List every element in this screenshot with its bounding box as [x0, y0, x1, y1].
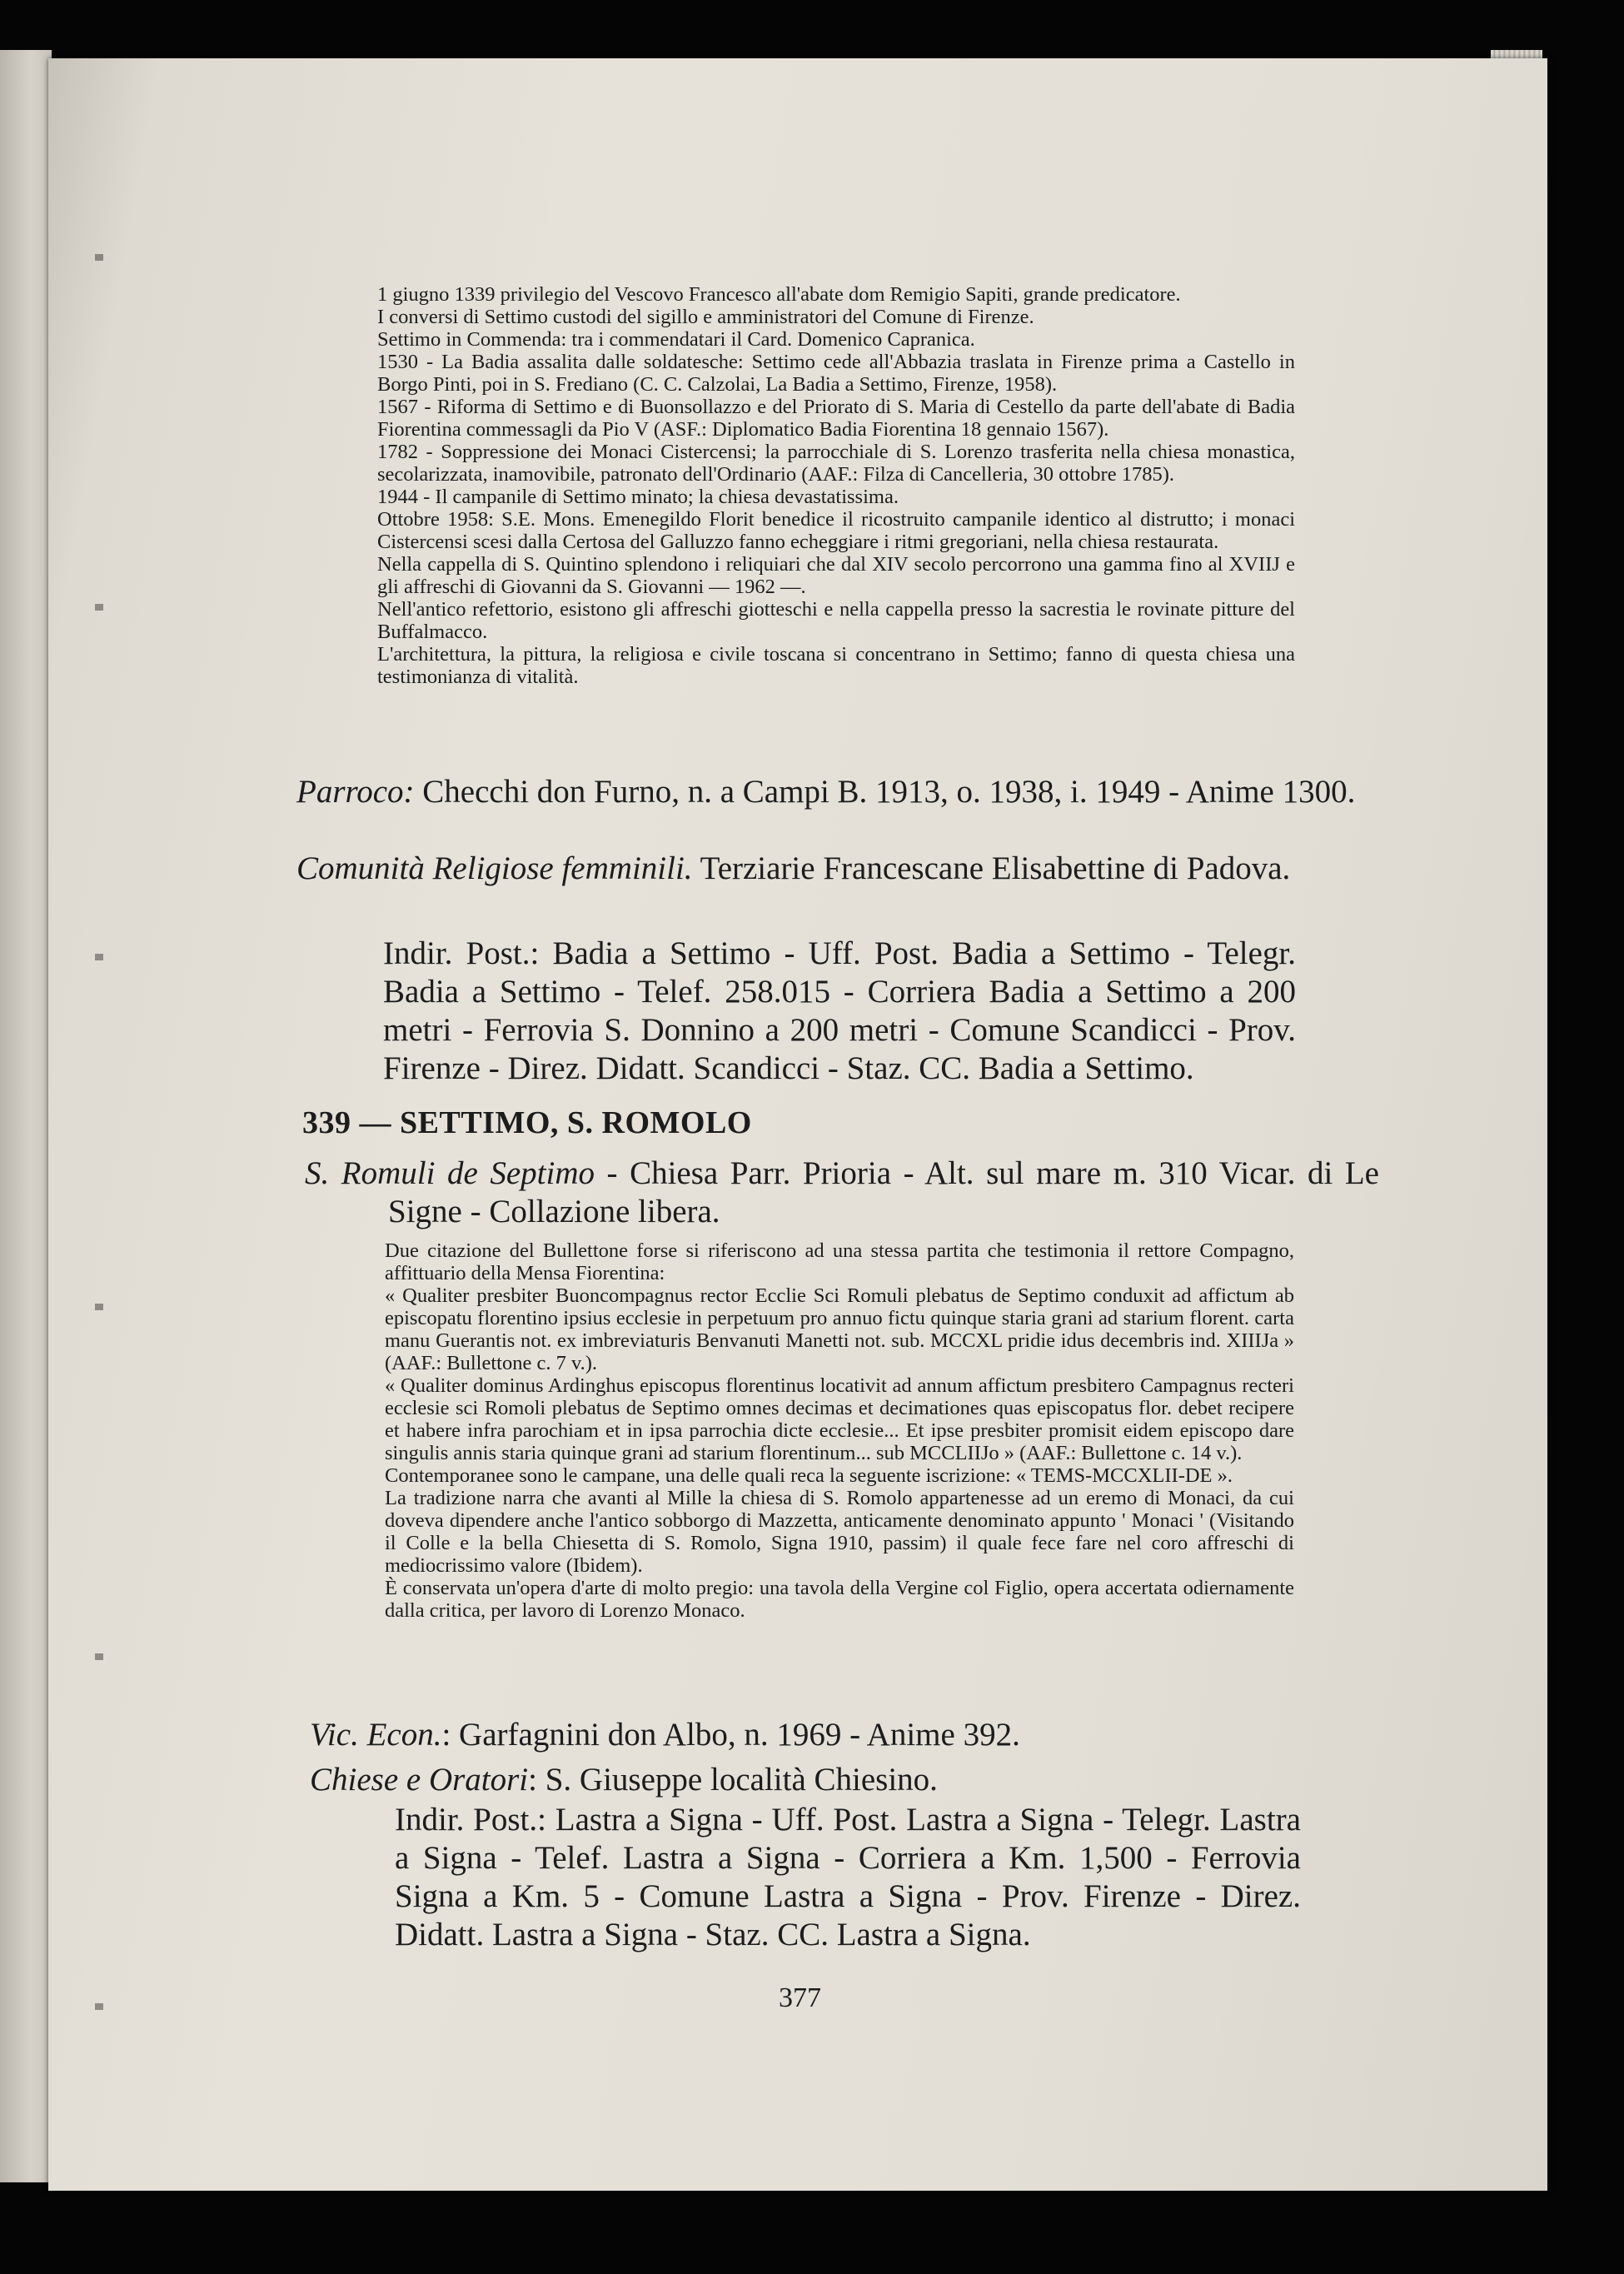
romolo-note: Due citazione del Bullettone forse si riferiscono ad una stessa partita che testimonia il rettore Compagno, affittuario della Mensa Fiorentina:	[385, 1239, 1294, 1284]
address-block-badia	[383, 935, 1296, 1088]
comunita-label: Comunità Religiose femminili.	[296, 850, 693, 886]
parroco-entry	[296, 773, 1379, 811]
parroco-text: Checchi don Furno, n. a Campi B. 1913, o. 1938, i. 1949 - Anime 1300.	[422, 774, 1356, 810]
romolo-note: Contemporanee sono le campane, una delle quali reca la seguente iscrizione: « TEMS-MCCXLII-DE ».	[385, 1464, 1233, 1487]
history-line: Nella cappella di S. Quintino splendono i reliquiari che dal XIV secolo percorrono una gamma fino al XVIIJ e gli affreschi di Giovanni da S. Giovanni — 1962 —.	[377, 553, 1295, 598]
previous-page-edge	[0, 50, 52, 2182]
history-line: 1530 - La Badia assalita dalle soldatesche: Settimo cede all'Abbazia traslata in Firenze prima a Castello in Borgo Pinti, poi in S. Frediano (C. C. Calzolai, La Badia a Settimo, Firenze, 1958).	[377, 351, 1295, 396]
history-line: 1 giugno 1339 privilegio del Vescovo Francesco all'abate dom Remigio Sapiti, grande predicatore.	[377, 283, 1181, 306]
vic-econ-entry	[310, 1716, 1301, 1754]
history-line: 1567 - Riforma di Settimo e di Buonsollazzo e del Priorato di S. Maria di Cestello da parte dell'abate di Badia Fiorentina commessagli da Pio V (ASF.: Diplomatico Badia Fiorentina 18 gennaio 1567).	[377, 396, 1295, 441]
romuli-text: - Chiesa Parr. Prioria - Alt. sul mare m. 310 Vicar. di Le Signe - Collazione libera.	[388, 1155, 1379, 1229]
section-heading: 339 — SETTIMO, S. ROMOLO	[302, 1105, 752, 1140]
romolo-note: La tradizione narra che avanti al Mille la chiesa di S. Romolo appartenesse ad un eremo di Monaci, da cui doveva dipendere anche l'antico sobborgo di Mazzetta, anticamente denominato appunto ' Monaci ' (Visitando il Colle e la bella Chiesetta di S. Romolo, Signa 1910, passim) il quale fece fare nel coro affreschi di mediocrissimo valore (Ibidem).	[385, 1487, 1294, 1577]
chiese-label: Chiese e Oratori	[310, 1762, 529, 1798]
history-line: L'architettura, la pittura, la religiosa e civile toscana si concentrano in Settimo; fanno di questa chiesa una testimonianza di vitalità.	[377, 643, 1295, 688]
chiese-text: : S. Giuseppe località Chiesino.	[528, 1762, 938, 1798]
vic-econ-label: Vic. Econ.	[310, 1717, 442, 1753]
address-text: Indir. Post.: Lastra a Signa - Uff. Post. Lastra a Signa - Telegr. Lastra a Signa - Telef. Lastra a Signa - Corriera a Km. 1,500 - Ferrovia Signa a Km. 5 - Comune Lastra a Signa - Prov. Firenze - Direz. Didatt. Lastra a Signa - Staz. CC. Lastra a Signa.	[395, 1802, 1301, 1952]
romuli-label: S. Romuli de Septimo	[305, 1155, 595, 1191]
history-line: Settimo in Commenda: tra i commendatari il Card. Domenico Capranica.	[377, 328, 975, 351]
history-line: Ottobre 1958: S.E. Mons. Emenegildo Florit benedice il ricostruito campanile identico al distrutto; i monaci Cistercensi scesi dalla Certosa del Galluzzo fanno echeggiare i ritmi gregoriani, nella chiesa restaurata.	[377, 508, 1295, 553]
history-line: Nell'antico refettorio, esistono gli affreschi giotteschi e nella cappella presso la sacrestia le rovinate pitture del Buffalmacco.	[377, 598, 1295, 643]
address-text: Indir. Post.: Badia a Settimo - Uff. Post. Badia a Settimo - Telegr. Badia a Settimo - Telef. 258.015 - Corriera Badia a Settimo a 200 metri - Ferrovia S. Donnino a 200 metri - Comune Scandicci - Prov. Firenze - Direz. Didatt. Scandicci - Staz. CC. Badia a Settimo.	[383, 935, 1296, 1086]
romolo-notes	[385, 1239, 1294, 1622]
page-number: 377	[779, 1982, 821, 2013]
parroco-label: Parroco:	[296, 774, 415, 810]
romolo-note: È conservata un'opera d'arte di molto pregio: una tavola della Vergine col Figlio, opera accertata odiernamente dalla critica, per lavoro di Lorenzo Monaco.	[385, 1577, 1294, 1622]
history-line: 1782 - Soppressione dei Monaci Cistercensi; la parrocchiale di S. Lorenzo trasferita nella chiesa monastica, secolarizzata, inamovibile, patronato dell'Ordinario (AAF.: Filza di Cancelleria, 30 ottobre 1785).	[377, 441, 1295, 486]
address-block-lastra	[395, 1801, 1301, 1954]
history-line: I conversi di Settimo custodi del sigillo e amministratori del Comune di Firenze.	[377, 306, 1034, 328]
comunita-entry	[296, 850, 1379, 888]
history-line: 1944 - Il campanile di Settimo minato; la chiesa devastatissima.	[377, 486, 899, 508]
history-notes	[377, 283, 1295, 688]
binding-holes	[95, 58, 103, 2191]
chiese-entry	[310, 1761, 1301, 1799]
romuli-entry	[305, 1154, 1379, 1231]
romolo-note: « Qualiter presbiter Buoncompagnus rector Ecclie Sci Romuli plebatus de Septimo conduxit ad affictum ab episcopatu florentino ipsius ecclesie in perpetuum pro annuo fictu quinque staria grani ad starium florent. carta manu Guerantis not. ex imbreviaturis Benvanuti Manetti not. sub. MCCXL pridie idus decembris ind. XIIIJa » (AAF.: Bullettone c. 7 v.).	[385, 1284, 1294, 1374]
comunita-text: Terziarie Francescane Elisabettine di Padova.	[700, 850, 1291, 886]
vic-econ-text: : Garfagnini don Albo, n. 1969 - Anime 392.	[441, 1717, 1020, 1753]
romolo-note: « Qualiter dominus Ardinghus episcopus florentinus locativit ad annum affictum presbitero Campagnus recteri ecclesie sci Romoli plebatus de Septimo omnes decimas et decimationes quas episcopatus flor. debet recipere et habere infra parochiam et in ipsa parrochia dicte ecclesie... Et ipse presbiter promisit eidem episcopo dare singulis annis staria quinque grani ad starium florentinum... sub MCCLIIJo » (AAF.: Bullettone c. 14 v.).	[385, 1374, 1294, 1464]
